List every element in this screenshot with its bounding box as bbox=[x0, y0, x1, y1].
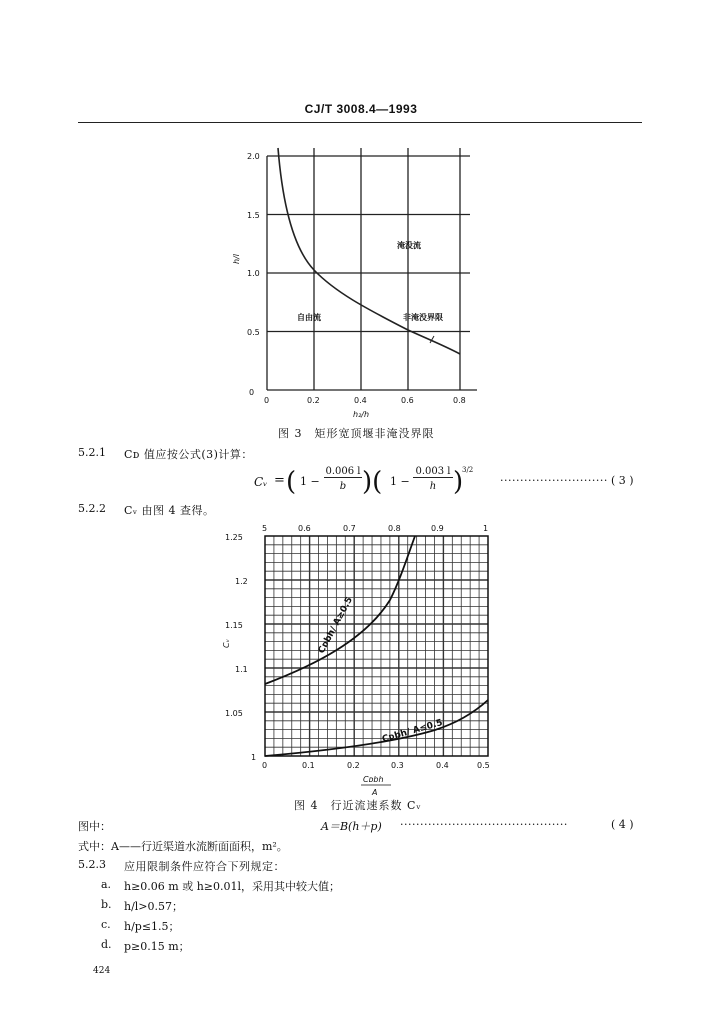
condition-label: b. bbox=[101, 898, 112, 911]
fig3-ytick: 0 bbox=[249, 388, 255, 397]
section-522-text: Cᵥ 由图 4 查得。 bbox=[124, 504, 215, 517]
fig3-xtick: 0.4 bbox=[354, 396, 367, 405]
section-521-number: 5.2.1 bbox=[78, 446, 106, 459]
eq3-exponent: 3/2 bbox=[462, 466, 474, 474]
fig3-ytick: 1.5 bbox=[247, 211, 260, 220]
condition-text: h/l>0.57； bbox=[124, 900, 184, 913]
fig4-bottomtick: 0.1 bbox=[302, 761, 315, 770]
where-label: 图中： bbox=[78, 820, 111, 833]
section-523-text: 应用限制条件应符合下列规定： bbox=[124, 860, 285, 873]
fig3-limit-curve bbox=[278, 148, 460, 354]
fig4-xlabel-denominator: A bbox=[372, 788, 378, 797]
eq3-bracket: ) bbox=[453, 467, 464, 497]
eq3-a-denominator: b bbox=[339, 481, 347, 492]
eq3-lhs: Cᵥ bbox=[254, 475, 268, 489]
fig4-curve-upper-label: Cᴅbh/ A≥0.5 bbox=[316, 595, 355, 656]
fig3-xtick: 0 bbox=[264, 396, 270, 405]
condition-text: h≥0.06 m 或 h≥0.01l，采用其中较大值； bbox=[124, 880, 341, 893]
eq3-leader: ··························· bbox=[500, 474, 608, 487]
fig4-toptick: 5 bbox=[262, 524, 268, 533]
figure-3-caption: 图 3 矩形宽顶堰非淹没界限 bbox=[278, 427, 435, 440]
fig3-label-limit: 非淹没界限 bbox=[403, 313, 443, 322]
fig4-ytick: 1.05 bbox=[225, 709, 243, 718]
fig3-xlabel: h₂/h bbox=[353, 410, 370, 419]
condition-text: p≥0.15 m； bbox=[124, 940, 190, 953]
fig4-toptick: 0.6 bbox=[298, 524, 311, 533]
figure-4-chart bbox=[215, 520, 500, 798]
section-521-text: Cᴅ 值应按公式(3)计算： bbox=[124, 448, 253, 461]
eq4-number: ( 4 ) bbox=[611, 818, 634, 831]
fig3-ytick: 2.0 bbox=[247, 152, 260, 161]
fig3-ylabel: h/l bbox=[232, 254, 241, 264]
fig4-bottomtick: 0.2 bbox=[347, 761, 360, 770]
eq3-one: 1 − bbox=[390, 475, 410, 488]
equation-4: A＝B(h＋p) bbox=[321, 820, 382, 833]
fig4-ytick: 1.25 bbox=[225, 533, 243, 542]
fig4-ytick: 1.1 bbox=[235, 665, 248, 674]
figure-3-chart bbox=[225, 140, 495, 425]
eq3-bracket: ( bbox=[286, 467, 297, 497]
equation-3 bbox=[254, 466, 474, 500]
fig4-ylabel: Cᵥ bbox=[222, 639, 231, 648]
eq3-one: 1 − bbox=[300, 475, 320, 488]
section-523-number: 5.2.3 bbox=[78, 858, 106, 871]
condition-text: h/p≤1.5； bbox=[124, 920, 180, 933]
fig4-toptick: 0.8 bbox=[388, 524, 401, 533]
fig4-bottomtick: 0.3 bbox=[391, 761, 404, 770]
condition-label: a. bbox=[101, 878, 112, 891]
eq3-a-numerator: 0.006 l bbox=[325, 466, 361, 477]
fig3-xtick: 0.6 bbox=[401, 396, 414, 405]
fig4-bottomtick: 0.5 bbox=[477, 761, 490, 770]
eq3-b-numerator: 0.003 l bbox=[413, 466, 453, 478]
eq3-bracket: )( bbox=[362, 467, 383, 497]
fig4-bottomtick: 0 bbox=[262, 761, 268, 770]
eq3-equals: = bbox=[274, 473, 285, 488]
fig3-xtick: 0.8 bbox=[453, 396, 466, 405]
section-522-number: 5.2.2 bbox=[78, 502, 106, 515]
eq3-b-denominator: h bbox=[429, 481, 437, 492]
fig3-ytick: 0.5 bbox=[247, 328, 260, 337]
fig4-ytick: 1 bbox=[251, 753, 257, 762]
fig4-toptick: 0.9 bbox=[431, 524, 444, 533]
fig3-label-submerged: 淹没流 bbox=[397, 241, 421, 250]
fig4-bottomtick: 0.4 bbox=[436, 761, 449, 770]
fig4-curve-lower-label: Cᴅbh/ A≤0.5 bbox=[381, 718, 444, 745]
condition-label: d. bbox=[101, 938, 112, 951]
eq3-number: ( 3 ) bbox=[611, 474, 634, 487]
fig3-label-free: 自由流 bbox=[297, 313, 321, 322]
page-header: CJ/T 3008.4—1993 bbox=[304, 102, 418, 116]
header-rule bbox=[78, 122, 642, 123]
figure-4-caption: 图 4 行近流速系数 Cᵥ bbox=[294, 799, 422, 812]
fig4-toptick: 1 bbox=[483, 524, 489, 533]
fig4-ytick: 1.15 bbox=[225, 621, 243, 630]
fig4-ytick: 1.2 bbox=[235, 577, 248, 586]
fig4-toptick: 0.7 bbox=[343, 524, 356, 533]
eq4-leader: ·········································· bbox=[400, 818, 568, 831]
fig3-xtick: 0.2 bbox=[307, 396, 320, 405]
condition-label: c. bbox=[101, 918, 111, 931]
formula-note: 式中：A——行近渠道水流断面面积，m²。 bbox=[78, 840, 288, 853]
page-number: 424 bbox=[93, 966, 111, 976]
fig4-xlabel-numerator: Cᴅbh bbox=[363, 775, 384, 784]
fig3-ytick: 1.0 bbox=[247, 269, 260, 278]
